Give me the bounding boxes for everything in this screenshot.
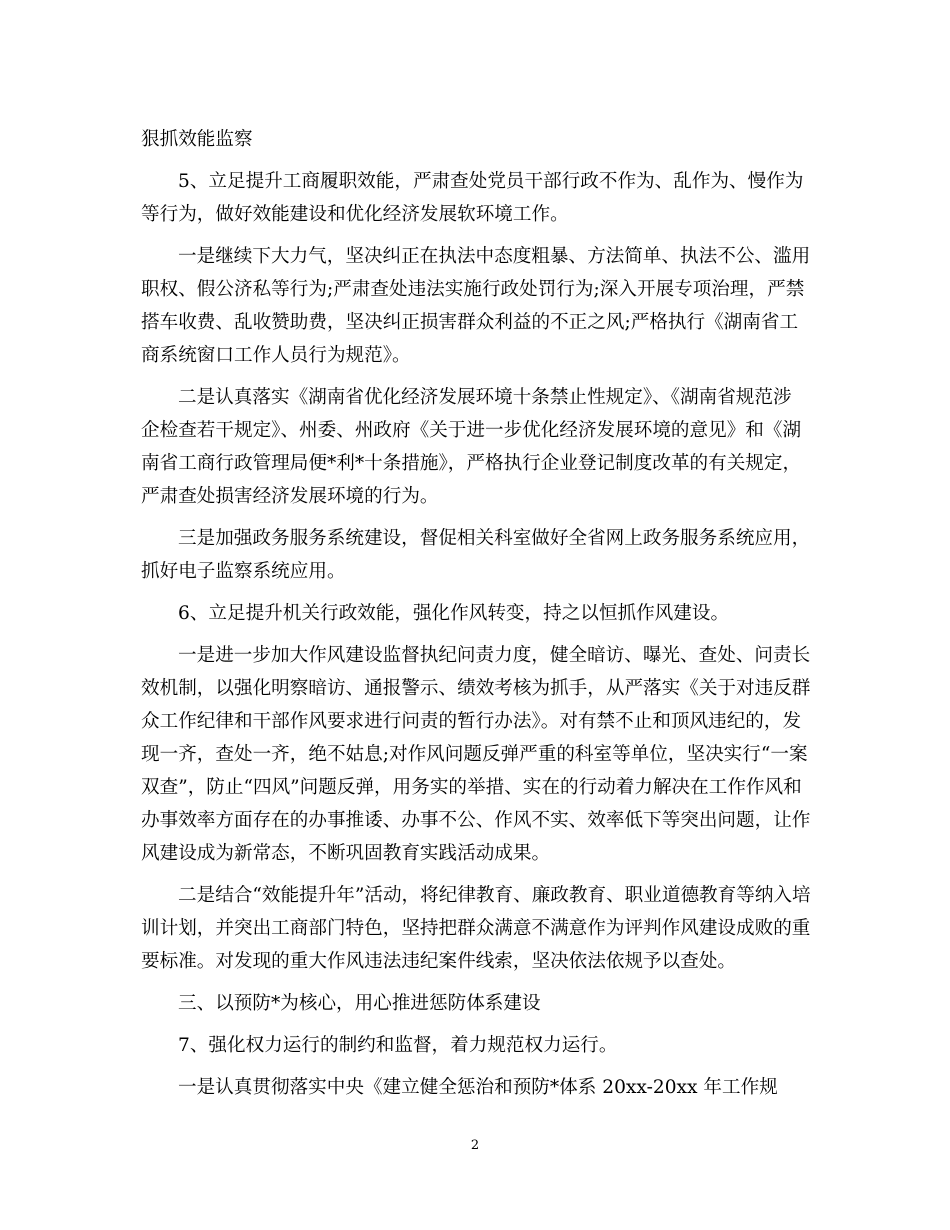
text-line: 办事效率方面存在的办事推诿、办事不公、作风不实、效率低下等突出问题，让作 bbox=[141, 810, 811, 831]
text-line: 职权、假公济私等行为;严肃查处违法实施行政处罚行为;深入开展专项治理，严禁 bbox=[141, 279, 805, 300]
text-line: 7、强化权力运行的制约和监督，着力规范权力运行。 bbox=[178, 1035, 618, 1056]
text-line: 抓好电子监察系统应用。 bbox=[141, 561, 346, 582]
text-line: 商系统窗口工作人员行为规范》。 bbox=[141, 345, 411, 366]
text-line: 狠抓效能监察 bbox=[141, 129, 253, 150]
page-number: 2 bbox=[470, 1138, 480, 1153]
text-line: 二是认真落实《湖南省优化经济发展环境十条禁止性规定》、《湖南省规范涉 bbox=[178, 387, 792, 408]
text-line: 企检查若干规定》、州委、州政府《关于进一步优化经济发展环境的意见》和《湖 bbox=[141, 420, 802, 441]
text-line: 现一齐，查处一齐，绝不姑息;对作风问题反弹严重的科室等单位，坚决实行“一案 bbox=[141, 744, 808, 765]
text-line: 一是继续下大力气，坚决纠正在执法中态度粗暴、方法简单、执法不公、滥用 bbox=[178, 246, 811, 267]
text-line: 6、立足提升机关行政效能，强化作风转变，持之以恒抓作风建设。 bbox=[178, 603, 730, 624]
text-line: 搭车收费、乱收赞助费，坚决纠正损害群众利益的不正之风;严格执行《湖南省工 bbox=[141, 312, 799, 333]
text-line: 三、以预防*为核心，用心推进惩防体系建设 bbox=[178, 993, 541, 1014]
text-line: 一是认真贯彻落实中央《建立健全惩治和预防*体系 20xx-20xx 年工作规 bbox=[178, 1077, 778, 1098]
text-line: 双查”，防止“四风”问题反弹，用务实的举措、实在的行动着力解决在工作作风和 bbox=[141, 777, 802, 798]
text-line: 三是加强政务服务系统建设，督促相关科室做好全省网上政务服务系统应用， bbox=[178, 528, 811, 549]
text-line: 二是结合“效能提升年”活动，将纪律教育、廉政教育、职业道德教育等纳入培 bbox=[178, 885, 811, 906]
text-line: 一是进一步加大作风建设监督执纪问责力度，健全暗访、曝光、查处、问责长 bbox=[178, 645, 811, 666]
text-line: 等行为，做好效能建设和优化经济发展软环境工作。 bbox=[141, 204, 569, 225]
text-line: 5、立足提升工商履职效能，严肃查处党员干部行政不作为、乱作为、慢作为 bbox=[178, 171, 804, 192]
text-line: 风建设成为新常态，不断巩固教育实践活动成果。 bbox=[141, 843, 551, 864]
text-line: 训计划，并突出工商部门特色，坚持把群众满意不满意作为评判作风建设成败的重 bbox=[141, 918, 811, 939]
text-line: 众工作纪律和干部作风要求进行问责的暂行办法》。对有禁不止和顶风违纪的，发 bbox=[141, 711, 802, 732]
text-line: 南省工商行政管理局便*利*十条措施》，严格执行企业登记制度改革的有关规定， bbox=[141, 453, 802, 474]
text-line: 要标准。对发现的重大作风违法违纪案件线索，坚决依法依规予以查处。 bbox=[141, 951, 737, 972]
text-line: 严肃查处损害经济发展环境的行为。 bbox=[141, 486, 439, 507]
text-line: 效机制，以强化明察暗访、通报警示、绩效考核为抓手，从严落实《关于对违反群 bbox=[141, 678, 811, 699]
